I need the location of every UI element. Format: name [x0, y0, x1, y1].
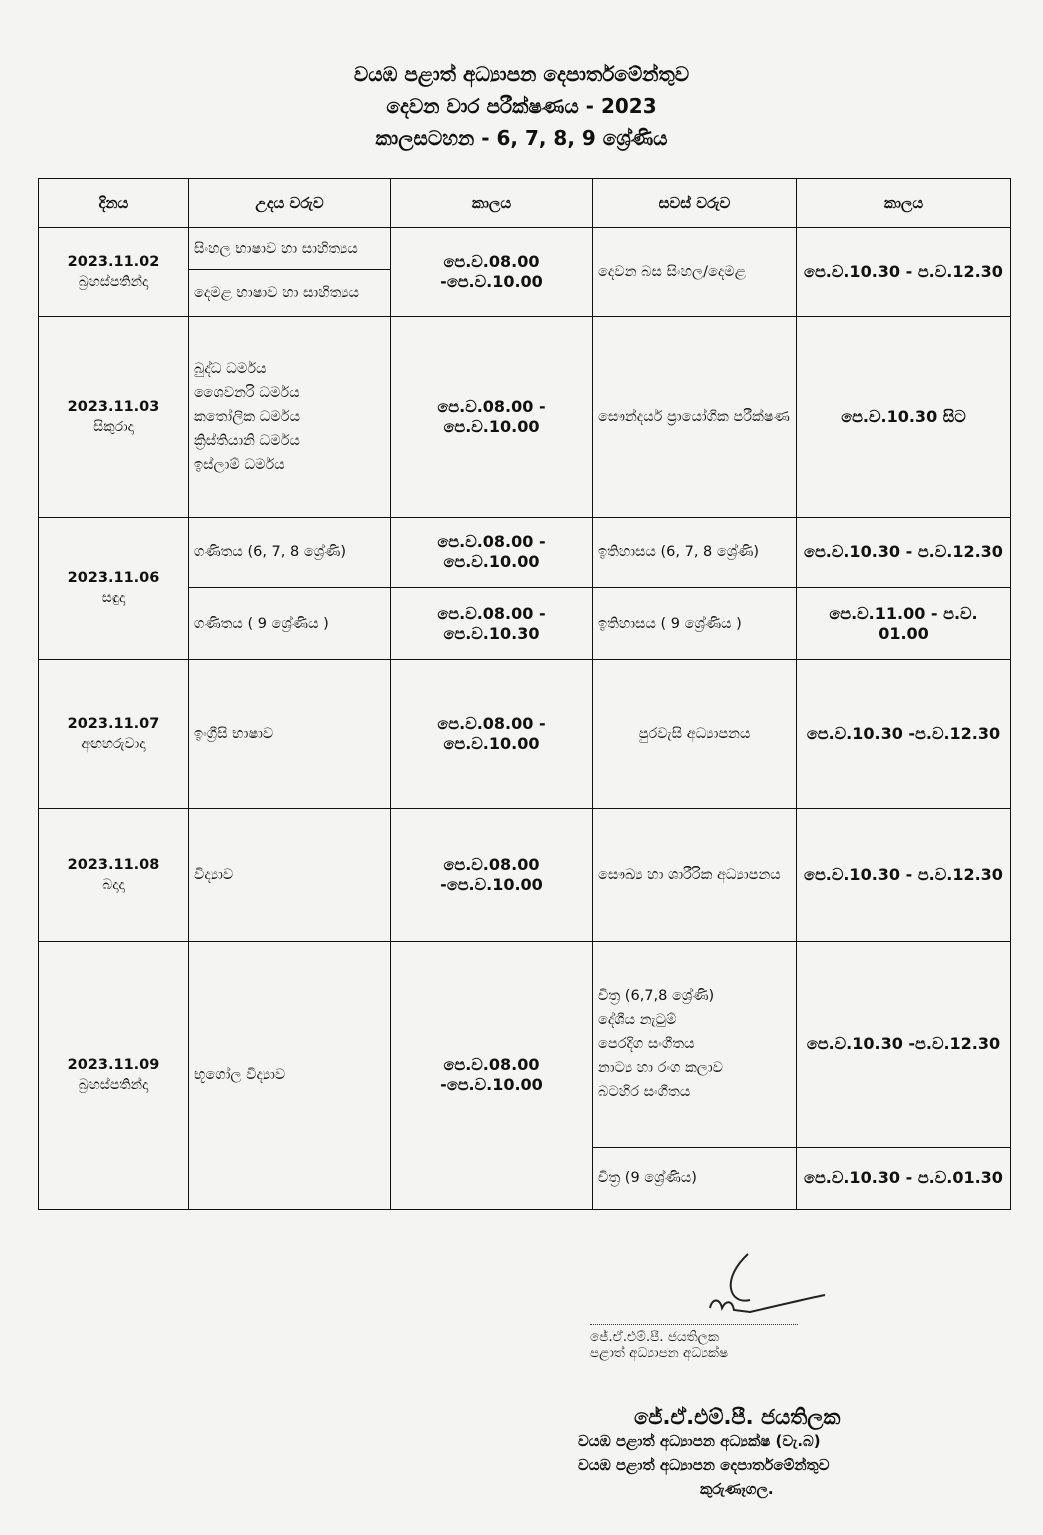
evening-time: පෙ.ව.10.30 - ප.ව.01.30	[797, 1147, 1011, 1209]
timetable-title: කාලසටහන - 6, 7, 8, 9 ශ්‍රේණිය	[375, 126, 668, 150]
morning-subject: භූගෝල විද්‍යාව	[189, 941, 391, 1209]
morning-subject: සිංහල භාෂාව හා සාහිත්‍යය	[189, 228, 391, 270]
col-morning: උදය වරුව	[189, 179, 391, 228]
evening-subject: ඉතිහාසය (6, 7, 8 ශ්‍රේණි)	[593, 517, 797, 587]
table-header-row	[39, 179, 1011, 228]
evening-time: පෙ.ව.11.00 - ප.ව. 01.00	[797, 587, 1011, 659]
morning-subject: ගණිතය (6, 7, 8 ශ්‍රේණි)	[189, 517, 391, 587]
list-item: ඉස්ලාම් ධර්මය	[194, 456, 285, 473]
evening-subject-list	[593, 941, 797, 1147]
morning-time: පෙ.ව.08.00 -පෙ.ව.10.00	[391, 941, 593, 1209]
evening-subject: පුරවැසි අධ්‍යාපනය	[593, 660, 797, 809]
table-row	[39, 941, 1011, 1147]
date: 2023.11.08	[67, 856, 160, 873]
evening-subject: සෞන්දර්ය ප්‍රායෝගික පරීක්ෂණ	[593, 316, 797, 517]
table-row	[39, 228, 1011, 270]
stamp-name: ජේ.ඒ.එම්.පී. ජයතිලක	[634, 1405, 841, 1429]
weekday: බ්‍රහස්පතින්දා	[78, 273, 149, 290]
evening-subject: චිත්‍ර (9 ශ්‍රේණිය)	[593, 1147, 797, 1209]
evening-time: පෙ.ව.10.30 - ප.ව.12.30	[797, 517, 1011, 587]
weekday: බදාදා	[102, 876, 125, 893]
official-stamp	[578, 1405, 1018, 1501]
evening-subject: දෙවන බස සිංහල/දෙමළ	[593, 228, 797, 316]
weekday: සිකුරාදා	[93, 418, 134, 435]
weekday: බ්‍රහස්පතින්දා	[78, 1077, 149, 1094]
table-row	[39, 660, 1011, 809]
date: 2023.11.02	[67, 253, 160, 270]
date-cell	[39, 517, 189, 660]
list-item: දේශීය නැටුම්	[598, 1012, 677, 1029]
morning-time: පෙ.ව.08.00 - පෙ.ව.10.00	[391, 517, 593, 587]
morning-subject: ඉංග්‍රීසි භාෂාව	[189, 660, 391, 809]
evening-time: පෙ.ව.10.30 -ප.ව.12.30	[797, 660, 1011, 809]
evening-time: පෙ.ව.10.30 - ප.ව.12.30	[797, 228, 1011, 316]
table-row	[39, 809, 1011, 942]
col-evening: සවස් වරුව	[593, 179, 797, 228]
date: 2023.11.07	[67, 716, 160, 733]
date: 2023.11.03	[67, 398, 160, 415]
morning-subject: ගණිතය ( 9 ශ්‍රේණිය )	[189, 587, 391, 659]
table-row	[39, 316, 1011, 517]
morning-time: පෙ.ව.08.00 - පෙ.ව.10.00	[391, 316, 593, 517]
morning-subject-list	[189, 316, 391, 517]
signature-mark	[650, 1250, 850, 1320]
evening-time: පෙ.ව.10.30 -ප.ව.12.30	[797, 941, 1011, 1147]
weekday: අඟහරුවාදා	[81, 736, 146, 753]
signatory-name: ජේ.ඒ.එම්.පී. ජයතිලක	[590, 1329, 719, 1345]
list-item: බුද්ධ ධර්මය	[194, 360, 267, 377]
list-item: කතෝලික ධර්මය	[194, 408, 300, 425]
stamp-city: කුරුණෑගල.	[700, 1480, 774, 1498]
col-morning-time: කාලය	[391, 179, 593, 228]
morning-time: පෙ.ව.08.00 -පෙ.ව.10.00	[391, 228, 593, 316]
signatory-title: පළාත් අධ්‍යාපන අධ්‍යක්ෂ	[590, 1345, 729, 1361]
table-row	[39, 517, 1011, 587]
stamp-department: වයඹ පළාත් අධ්‍යාපන දෙපාර්තමේන්තුව	[578, 1456, 830, 1474]
list-item: චිත්‍ර (6,7,8 ශ්‍රේණි)	[598, 988, 715, 1005]
evening-subject: සෞඛ්‍ය හා ශාරීරික අධ්‍යාපනය	[593, 809, 797, 942]
department-title: වයඹ පළාත් අධ්‍යාපන දෙපාර්තමේන්තුව	[353, 62, 690, 86]
signature-block	[590, 1250, 1010, 1361]
date: 2023.11.06	[67, 570, 160, 587]
date-cell	[39, 316, 189, 517]
date-cell	[39, 809, 189, 942]
weekday: සඳුදා	[101, 590, 126, 607]
col-date: දිනය	[39, 179, 189, 228]
date-cell	[39, 941, 189, 1209]
morning-time: පෙ.ව.08.00 -පෙ.ව.10.00	[391, 809, 593, 942]
list-item: ශෛවනරි ධර්මය	[194, 384, 300, 401]
exam-title: දෙවන වාර පරීක්ෂණය - 2023	[386, 94, 657, 118]
list-item: බටහිර සංගීතය	[598, 1084, 691, 1101]
date-cell	[39, 660, 189, 809]
signature-line	[590, 1324, 798, 1325]
morning-subject: දෙමළ භාෂාව හා සාහිත්‍යය	[189, 270, 391, 316]
evening-subject: ඉතිහාසය ( 9 ශ්‍රේණිය )	[593, 587, 797, 659]
document-header	[0, 58, 1043, 154]
timetable	[38, 178, 1011, 1210]
col-evening-time: කාලය	[797, 179, 1011, 228]
stamp-title: වයඹ පළාත් අධ්‍යාපන අධ්‍යක්ෂ (වැ.බ)	[578, 1432, 821, 1450]
list-item: නාට්‍ය හා රංග කලාව	[598, 1060, 724, 1077]
morning-subject: විද්‍යාව	[189, 809, 391, 942]
morning-time: පෙ.ව.08.00 - පෙ.ව.10.00	[391, 660, 593, 809]
list-item: පෙරදිග සංගීතය	[598, 1036, 695, 1053]
date: 2023.11.09	[67, 1057, 160, 1074]
list-item: ක්‍රිස්තියානි ධර්මය	[194, 432, 300, 449]
date-cell	[39, 228, 189, 316]
morning-time: පෙ.ව.08.00 - පෙ.ව.10.30	[391, 587, 593, 659]
evening-time: පෙ.ව.10.30 සිට	[797, 316, 1011, 517]
evening-time: පෙ.ව.10.30 - ප.ව.12.30	[797, 809, 1011, 942]
